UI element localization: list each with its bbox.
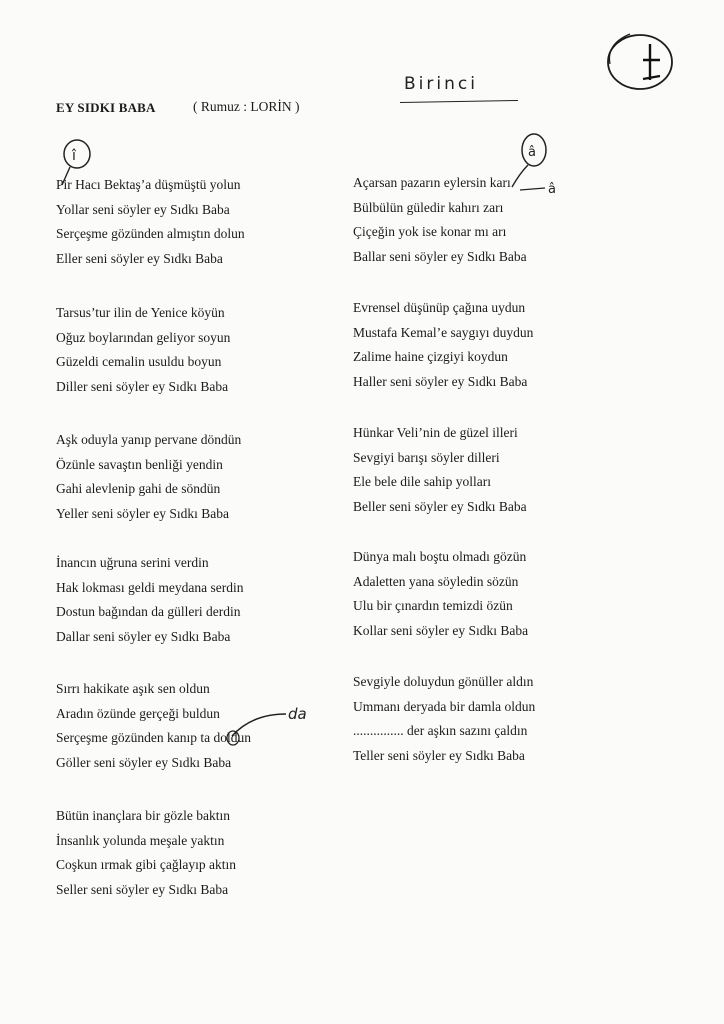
verse-line: Ulu bir çınardın temizdi özün <box>353 598 513 614</box>
verse-line: Yollar seni söyler ey Sıdkı Baba <box>56 201 230 217</box>
side-correction-line <box>520 188 545 190</box>
verse-line: Hünkar Veli’nin de güzel illeri <box>353 425 518 440</box>
verse-line: Coşkun ırmak gibi çağlayıp aktın <box>56 857 236 873</box>
verse-line: Serçeşme gözünden almıştın dolun <box>56 226 245 242</box>
verse-line: İnsanlık yolunda meşale yaktın <box>56 832 225 848</box>
right-correction-letter: â <box>528 145 536 160</box>
verse-line: Evrensel düşünüp çağına uydun <box>353 300 526 315</box>
page-number-circle <box>608 35 672 89</box>
verse-line: Yeller seni söyler ey Sıdkı Baba <box>56 506 229 522</box>
da-correction-line <box>232 714 286 736</box>
verse-line: Teller seni söyler ey Sıdkı Baba <box>353 748 525 764</box>
verse-line: Aşk oduyla yanıp pervane döndün <box>56 432 242 447</box>
verse-line: Eller seni söyler ey Sıdkı Baba <box>56 251 223 267</box>
verse-line: Güzeldi cemalin usuldu boyun <box>56 354 222 370</box>
verse-line: Sevgiyi barışı söyler dilleri <box>353 449 500 465</box>
verse-line: Zalime haine çizgiyi koydun <box>353 349 508 365</box>
verse-line: Bütün inançlara bir gözle baktın <box>56 808 230 823</box>
right-correction-arrow <box>512 165 528 187</box>
verse-line: Seller seni söyler ey Sıdkı Baba <box>56 882 229 898</box>
verse-line: Sırrı hakikate aşık sen oldun <box>56 681 210 696</box>
verse-line: Serçeşme gözünden kanıp ta doldun <box>56 730 251 746</box>
verse-line: Haller seni söyler ey Sıdkı Baba <box>353 374 528 390</box>
handwritten-rank-note: Birinci <box>404 74 478 94</box>
verse-line: Gahi alevlenip gahi de söndün <box>56 481 221 497</box>
verse-line: Pir Hacı Bektaş’a düşmüştü yolun <box>56 177 241 192</box>
verse-line: Ummanı deryada bir damla oldun <box>353 698 536 714</box>
verse-line: Oğuz boylarından geliyor soyun <box>56 329 231 345</box>
verse-line: ............... der aşkın sazını çaldın <box>353 723 528 739</box>
verse-line: Sevgiyle doluydun gönüller aldın <box>353 674 534 689</box>
verse-line: Ballar seni söyler ey Sıdkı Baba <box>353 249 527 265</box>
verse-line: Diller seni söyler ey Sıdkı Baba <box>56 379 229 395</box>
verse-line: Ele bele dile sahip yolları <box>353 474 491 490</box>
verse-line: Dallar seni söyler ey Sıdkı Baba <box>56 629 231 645</box>
verse-line: Açarsan pazarın eylersin karı <box>353 175 511 190</box>
verse-line: Kollar seni söyler ey Sıdkı Baba <box>353 623 529 639</box>
verse-line: İnancın uğruna serini verdin <box>56 555 209 570</box>
da-correction-circle <box>227 731 239 745</box>
verse-line: Hak lokması geldi meydana serdin <box>56 579 244 595</box>
left-correction-circle <box>64 140 90 168</box>
verse-line: Göller seni söyler ey Sıdkı Baba <box>56 755 232 771</box>
verse-line: Aradın özünde gerçeği buldun <box>56 705 220 721</box>
left-correction-letter: î <box>72 148 76 164</box>
pseudonym-label: ( Rumuz : LORİN ) <box>193 99 300 114</box>
verse-line: Bülbülün güledir kahırı zarı <box>353 199 504 215</box>
verse-line: Çiçeğin yok ise konar mı arı <box>353 224 507 240</box>
verse-line: Dünya malı boştu olmadı gözün <box>353 549 527 564</box>
verse-line: Dostun bağından da gülleri derdin <box>56 604 241 620</box>
poem-title: EY SIDKI BABA <box>56 100 156 115</box>
da-correction-note: da <box>288 705 307 723</box>
left-correction-arrow <box>62 167 70 185</box>
side-correction-letter: â <box>548 182 556 197</box>
verse-line: Tarsus’tur ilin de Yenice köyün <box>56 305 225 320</box>
verse-line: Adaletten yana söyledin sözün <box>353 573 519 589</box>
verse-line: Mustafa Kemal’e saygıyı duydun <box>353 324 534 340</box>
verse-line: Beller seni söyler ey Sıdkı Baba <box>353 499 527 515</box>
verse-line: Özünle savaştın benliği yendin <box>56 456 223 472</box>
